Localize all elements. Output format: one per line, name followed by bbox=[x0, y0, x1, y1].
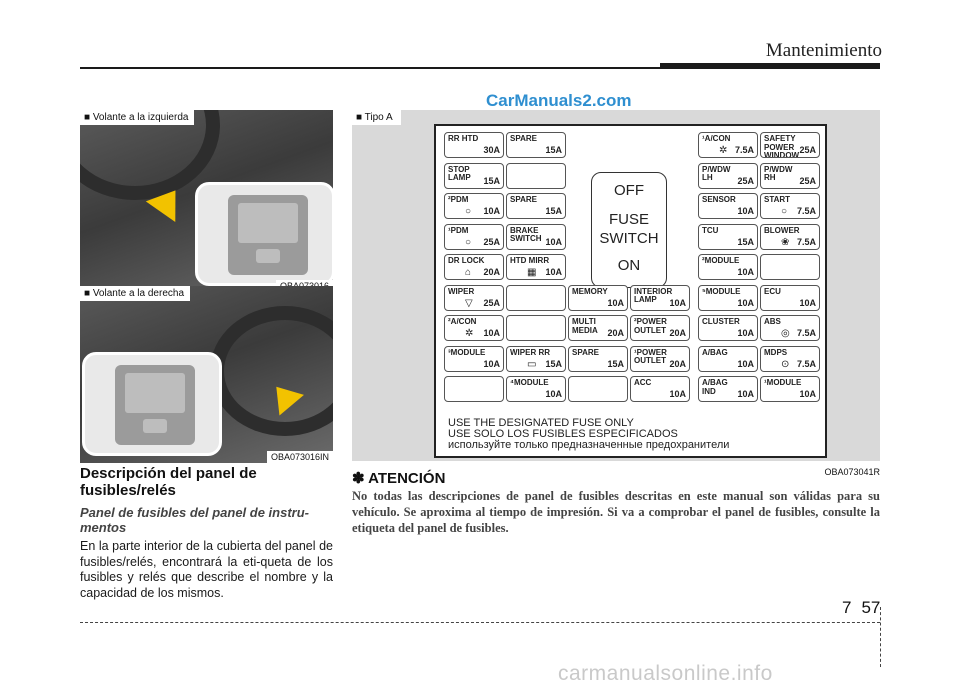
fuse-note-line: USE SOLO LOS FUSIBLES ESPECIFICADOS bbox=[448, 428, 678, 440]
fuse-label: ²PDM bbox=[448, 195, 469, 204]
fuse-symbol-icon: ▦ bbox=[527, 267, 537, 278]
fuse-slot bbox=[444, 376, 504, 402]
fuse-label: A/BAG IND bbox=[702, 378, 728, 396]
fuse-label: STOP LAMP bbox=[448, 164, 471, 182]
section-title: Mantenimiento bbox=[765, 40, 882, 61]
fuse-slot bbox=[630, 346, 690, 372]
steering-wheel-shape bbox=[210, 306, 333, 436]
warning-body: No todas las descripciones de panel de fusibles descritas en este manual son válidas para su vehículo. Se aproxima al tiempo de impresión. Si va a comprobar el panel de fusibles, consulte la etiqueta del panel de fusibles. bbox=[352, 489, 880, 535]
fuse-cover-shape bbox=[228, 195, 308, 275]
fuse-slot bbox=[444, 193, 504, 219]
fuse-symbol-icon: ⌂ bbox=[465, 267, 472, 278]
fuse-slot bbox=[698, 285, 758, 311]
fuse-label: SPARE bbox=[572, 347, 599, 357]
detail-inset bbox=[82, 352, 222, 456]
section-body: En la parte interior de la cubierta del panel de fusibles/relés, encontrará la eti-queta de los fusibles y relés que describe el nombre y la capacidad de los mismos. bbox=[80, 539, 333, 600]
fuse-label: ⁴MODULE bbox=[510, 378, 549, 387]
fuse-amperage: 25A bbox=[799, 145, 816, 155]
fuse-label: BRAKE SWITCH bbox=[510, 225, 542, 243]
fuse-label: SPARE bbox=[510, 134, 537, 143]
fuse-slot bbox=[760, 346, 820, 372]
fuse-slot bbox=[630, 285, 690, 311]
fuse-amperage: 10A bbox=[483, 358, 500, 369]
fuse-amperage: 10A bbox=[483, 206, 500, 216]
fuse-slot bbox=[698, 346, 758, 372]
page-number bbox=[842, 598, 880, 618]
fuse-amperage: 10A bbox=[799, 297, 816, 308]
fuse-symbol-icon: ○ bbox=[465, 206, 472, 217]
fuse-label: WIPER bbox=[448, 286, 475, 296]
switch-fuse-label: FUSE bbox=[608, 211, 649, 228]
fuse-amperage: 15A bbox=[737, 236, 754, 247]
fuse-slot bbox=[698, 193, 758, 219]
fuse-label: ECU bbox=[764, 286, 781, 296]
fuse-slot bbox=[444, 224, 504, 250]
warning-title: ✽ ATENCIÓN bbox=[352, 470, 446, 487]
fuse-label: RR HTD bbox=[448, 134, 479, 143]
fuse-slot bbox=[698, 224, 758, 250]
fuse-slot bbox=[568, 285, 628, 311]
fuse-slot bbox=[760, 376, 820, 402]
photo-right-hand-drive bbox=[80, 286, 333, 463]
fuse-label: SENSOR bbox=[702, 195, 736, 204]
fuse-label: A/BAG bbox=[702, 347, 728, 357]
fuse-slot bbox=[630, 376, 690, 402]
fuse-note bbox=[448, 418, 729, 451]
section-heading: Descripción del panel de fusibles/relés bbox=[80, 465, 257, 499]
fuse-label: ¹POWER OUTLET bbox=[634, 347, 667, 365]
fuse-amperage: 10A bbox=[669, 297, 686, 308]
fuse-label: SAFETY POWER WINDOW bbox=[764, 134, 800, 158]
fuse-note-line: используйте только предназначенные предохранители bbox=[448, 439, 730, 451]
fuse-panel bbox=[434, 124, 827, 458]
fuse-label: MEMORY bbox=[572, 286, 608, 296]
fuse-label: ²A/CON bbox=[448, 317, 477, 326]
fuse-amperage: 10A bbox=[799, 389, 816, 399]
fuse-slot bbox=[506, 315, 566, 341]
fuse-label: P/WDW RH bbox=[764, 164, 793, 182]
fuse-amperage: 10A bbox=[737, 267, 754, 277]
fuse-amperage: 10A bbox=[545, 267, 562, 277]
fuse-slot bbox=[760, 132, 820, 158]
fuse-label: WIPER RR bbox=[510, 347, 550, 357]
fuse-amperage: 10A bbox=[737, 389, 754, 399]
fuse-slot bbox=[698, 376, 758, 402]
fuse-label: MDPS bbox=[764, 347, 788, 357]
fuse-slot bbox=[506, 224, 566, 250]
fuse-amperage: 10A bbox=[737, 358, 754, 369]
photo-caption: ■ Volante a la derecha bbox=[80, 286, 190, 301]
fuse-slot bbox=[506, 132, 566, 158]
photo-left-hand-drive bbox=[80, 110, 333, 292]
header-bar bbox=[660, 63, 880, 69]
photo-caption: ■ Volante a la izquierda bbox=[80, 110, 194, 125]
fuse-slot bbox=[506, 254, 566, 280]
fuse-label: DR LOCK bbox=[448, 256, 485, 265]
photo-code: OBA073016IN bbox=[267, 451, 333, 463]
fuse-amperage: 10A bbox=[545, 389, 562, 399]
fuse-label: BLOWER bbox=[764, 225, 800, 235]
fuse-amperage: 7.5A bbox=[734, 145, 754, 155]
fuse-symbol-icon: ▭ bbox=[527, 358, 537, 370]
fuse-label: MULTI MEDIA bbox=[572, 317, 598, 335]
fuse-note-line: USE THE DESIGNATED FUSE ONLY bbox=[448, 417, 634, 429]
fuse-amperage: 10A bbox=[737, 297, 754, 308]
fuse-diagram bbox=[352, 110, 880, 477]
fuse-slot bbox=[760, 224, 820, 250]
fuse-amperage: 20A bbox=[607, 328, 624, 338]
fuse-amperage: 10A bbox=[669, 389, 686, 399]
switch-on-label: ON bbox=[617, 257, 641, 274]
switch-off-label: OFF bbox=[614, 182, 644, 199]
watermark-top: CarManuals2.com bbox=[486, 91, 632, 110]
fuse-slot bbox=[760, 163, 820, 189]
page-number-value: 57 bbox=[861, 598, 881, 617]
fuse-slot bbox=[698, 163, 758, 189]
fuse-amperage: 15A bbox=[483, 175, 500, 186]
fuse-amperage: 15A bbox=[607, 358, 624, 369]
fuse-amperage: 30A bbox=[483, 145, 500, 155]
fuse-label: ³MODULE bbox=[448, 347, 486, 357]
fuse-slot bbox=[698, 132, 758, 158]
fuse-slot bbox=[760, 254, 820, 280]
fuse-amperage: 20A bbox=[669, 328, 686, 338]
fuse-amperage: 20A bbox=[483, 267, 500, 277]
fuse-amperage: 7.5A bbox=[796, 206, 816, 216]
fuse-slot bbox=[698, 315, 758, 341]
fuse-slot bbox=[506, 163, 566, 189]
fuse-label: ABS bbox=[764, 317, 781, 326]
fuse-amperage: 25A bbox=[737, 175, 754, 186]
fuse-amperage: 10A bbox=[607, 297, 624, 308]
diagram-caption: ■ Tipo A bbox=[352, 110, 401, 125]
fuse-amperage: 15A bbox=[545, 145, 562, 155]
fuse-label: ¹A/CON bbox=[702, 134, 731, 143]
fuse-slot bbox=[630, 315, 690, 341]
fuse-amperage: 10A bbox=[737, 328, 754, 338]
fuse-symbol-icon: ✲ bbox=[465, 328, 474, 339]
fuse-label: ¹PDM bbox=[448, 225, 469, 235]
fuse-symbol-icon: ⊙ bbox=[781, 358, 790, 370]
fuse-slot bbox=[444, 346, 504, 372]
fuse-switch bbox=[591, 172, 667, 288]
fuse-label: INTERIOR LAMP bbox=[634, 286, 673, 304]
fuse-symbol-icon: ▽ bbox=[465, 297, 473, 309]
fuse-symbol-icon: ✲ bbox=[719, 145, 728, 156]
watermark-bottom: carmanualsonline.info bbox=[558, 662, 773, 685]
fuse-symbol-icon: ◎ bbox=[781, 328, 790, 339]
fuse-label: START bbox=[764, 195, 791, 204]
fuse-amperage: 15A bbox=[545, 206, 562, 216]
chapter-number: 7 bbox=[842, 598, 852, 617]
fuse-amperage: 10A bbox=[483, 328, 500, 338]
fuse-amperage: 25A bbox=[483, 236, 500, 247]
fuse-slot bbox=[568, 346, 628, 372]
footer-rule bbox=[80, 622, 880, 623]
fuse-symbol-icon: ❀ bbox=[781, 236, 790, 248]
fuse-label: ²MODULE bbox=[702, 256, 740, 265]
fuse-slot bbox=[760, 285, 820, 311]
fuse-amperage: 25A bbox=[799, 175, 816, 186]
section-subheading: Panel de fusibles del panel de instru-mentos bbox=[80, 505, 309, 535]
fuse-slot bbox=[568, 315, 628, 341]
fuse-label: ²POWER OUTLET bbox=[634, 317, 667, 335]
fuse-slot bbox=[444, 315, 504, 341]
fuse-slot bbox=[444, 163, 504, 189]
fuse-slot bbox=[444, 132, 504, 158]
fuse-symbol-icon: ○ bbox=[465, 236, 472, 248]
diagram-code: OBA073041R bbox=[824, 467, 880, 477]
fuse-slot bbox=[760, 193, 820, 219]
fuse-label: P/WDW LH bbox=[702, 164, 731, 182]
fuse-slot bbox=[760, 315, 820, 341]
fuse-symbol-icon: ○ bbox=[781, 206, 788, 217]
fuse-slot bbox=[698, 254, 758, 280]
fuse-slot bbox=[506, 376, 566, 402]
fuse-label: TCU bbox=[702, 225, 719, 235]
fuse-amperage: 7.5A bbox=[796, 358, 816, 369]
fuse-amperage: 10A bbox=[545, 236, 562, 247]
fuse-slot bbox=[506, 193, 566, 219]
fuse-amperage: 20A bbox=[669, 358, 686, 369]
fuse-slot bbox=[568, 376, 628, 402]
fuse-cover-shape bbox=[115, 365, 195, 445]
fuse-label: ACC bbox=[634, 378, 652, 387]
fuse-slot bbox=[506, 285, 566, 311]
fuse-label: ⁵MODULE bbox=[702, 286, 741, 296]
switch-switch-label: SWITCH bbox=[599, 230, 659, 247]
fuse-label: ¹MODULE bbox=[764, 378, 802, 387]
fuse-slot bbox=[444, 254, 504, 280]
fuse-amperage: 15A bbox=[545, 358, 562, 369]
detail-inset bbox=[195, 182, 333, 286]
fuse-label: HTD MIRR bbox=[510, 256, 550, 265]
fuse-amperage: 7.5A bbox=[796, 328, 816, 338]
fuse-label: CLUSTER bbox=[702, 317, 740, 326]
fuse-slot bbox=[444, 285, 504, 311]
fuse-amperage: 25A bbox=[483, 297, 500, 308]
fuse-amperage: 7.5A bbox=[796, 236, 816, 247]
fuse-amperage: 10A bbox=[737, 206, 754, 216]
fuse-slot bbox=[506, 346, 566, 372]
fuse-label: SPARE bbox=[510, 195, 537, 204]
